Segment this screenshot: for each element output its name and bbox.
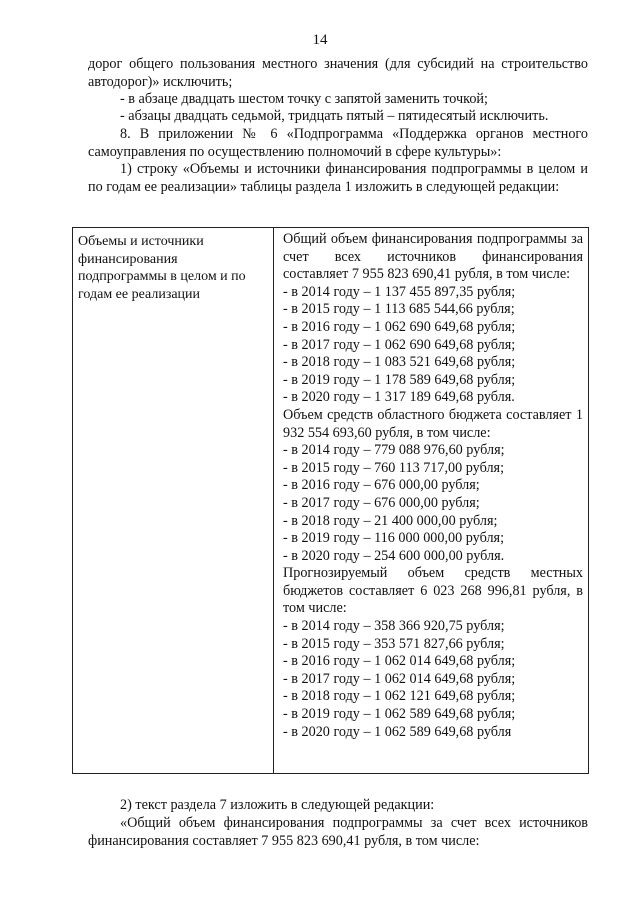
list-item: - в 2017 году – 676 000,00 рубля; bbox=[283, 494, 480, 511]
list-item: - в 2020 году – 1 062 589 649,68 рубля bbox=[283, 723, 512, 740]
intro-paragraph-3: - абзацы двадцать седьмой, тридцать пятый – пятидесятый исключить. bbox=[120, 108, 549, 124]
list-item: - в 2016 году – 1 062 014 649,68 рубля; bbox=[283, 653, 516, 670]
financing-table bbox=[72, 227, 589, 774]
table-column-divider bbox=[273, 228, 274, 773]
local-budget-heading: Прогнозируемый объем средств местных бюджетов составляет 6 023 268 996,81 рубля, в том числе: bbox=[283, 565, 583, 617]
list-item: - в 2020 году – 1 317 189 649,68 рубля. bbox=[283, 389, 515, 406]
list-item: - в 2016 году – 676 000,00 рубля; bbox=[283, 477, 480, 494]
list-item: - в 2018 году – 21 400 000,00 рубля; bbox=[283, 512, 498, 529]
regional-budget-heading: Объем средств областного бюджета составляет 1 932 554 693,60 рубля, в том числе: bbox=[283, 406, 583, 441]
list-item: - в 2018 году – 1 062 121 649,68 рубля; bbox=[283, 688, 516, 705]
intro-paragraph-4: 8. В приложении № 6 «Подпрограмма «Поддержка органов местного самоуправления по осуществлению полномочий в сфере культуры»: bbox=[88, 126, 588, 160]
outro-paragraph-1: 2) текст раздела 7 изложить в следующей редакции: bbox=[120, 797, 435, 813]
list-item: - в 2020 году – 254 600 000,00 рубля. bbox=[283, 547, 505, 564]
table-row-content bbox=[283, 231, 583, 741]
outro-paragraph-2: «Общий объем финансирования подпрограммы за счет всех источников финансирования составляет 7 955 823 690,41 рубля, в том числе: bbox=[88, 815, 588, 849]
list-item: - в 2014 году – 1 137 455 897,35 рубля; bbox=[283, 283, 516, 300]
total-financing-list bbox=[283, 284, 583, 407]
list-item: - в 2019 году – 1 178 589 649,68 рубля; bbox=[283, 371, 516, 388]
list-item: - в 2017 году – 1 062 014 649,68 рубля; bbox=[283, 670, 516, 687]
list-item: - в 2015 году – 1 113 685 544,66 рубля; bbox=[283, 301, 515, 318]
list-item: - в 2017 году – 1 062 690 649,68 рубля; bbox=[283, 336, 516, 353]
list-item: - в 2015 году – 353 571 827,66 рубля; bbox=[283, 635, 505, 652]
list-item: - в 2014 году – 779 088 976,60 рубля; bbox=[283, 442, 505, 459]
list-item: - в 2016 году – 1 062 690 649,68 рубля; bbox=[283, 318, 516, 335]
regional-budget-list bbox=[283, 442, 583, 565]
intro-paragraph-5: 1) строку «Объемы и источники финансирования подпрограммы в целом и по годам ее реализации» таблицы раздела 1 изложить в следующей редакции: bbox=[88, 161, 588, 195]
intro-paragraph-1: дорог общего пользования местного значения (для субсидий на строительство автодорог)» исключить; bbox=[88, 56, 588, 90]
list-item: - в 2015 году – 760 113 717,00 рубля; bbox=[283, 459, 505, 476]
list-item: - в 2019 году – 116 000 000,00 рубля; bbox=[283, 530, 505, 547]
table-row-label: Объемы и источники финансирования подпрограммы в целом и по годам ее реализации bbox=[78, 234, 246, 302]
local-budget-list bbox=[283, 618, 583, 741]
total-financing-heading: Общий объем финансирования подпрограммы за счет всех источников финансирования составляет 7 955 823 690,41 рубля, в том числе: bbox=[283, 231, 583, 283]
list-item: - в 2019 году – 1 062 589 649,68 рубля; bbox=[283, 706, 516, 723]
list-item: - в 2018 году – 1 083 521 649,68 рубля; bbox=[283, 354, 516, 371]
intro-paragraph-2: - в абзаце двадцать шестом точку с запятой заменить точкой; bbox=[120, 91, 488, 107]
list-item: - в 2014 году – 358 366 920,75 рубля; bbox=[283, 618, 505, 635]
page-number: 14 bbox=[312, 32, 328, 48]
